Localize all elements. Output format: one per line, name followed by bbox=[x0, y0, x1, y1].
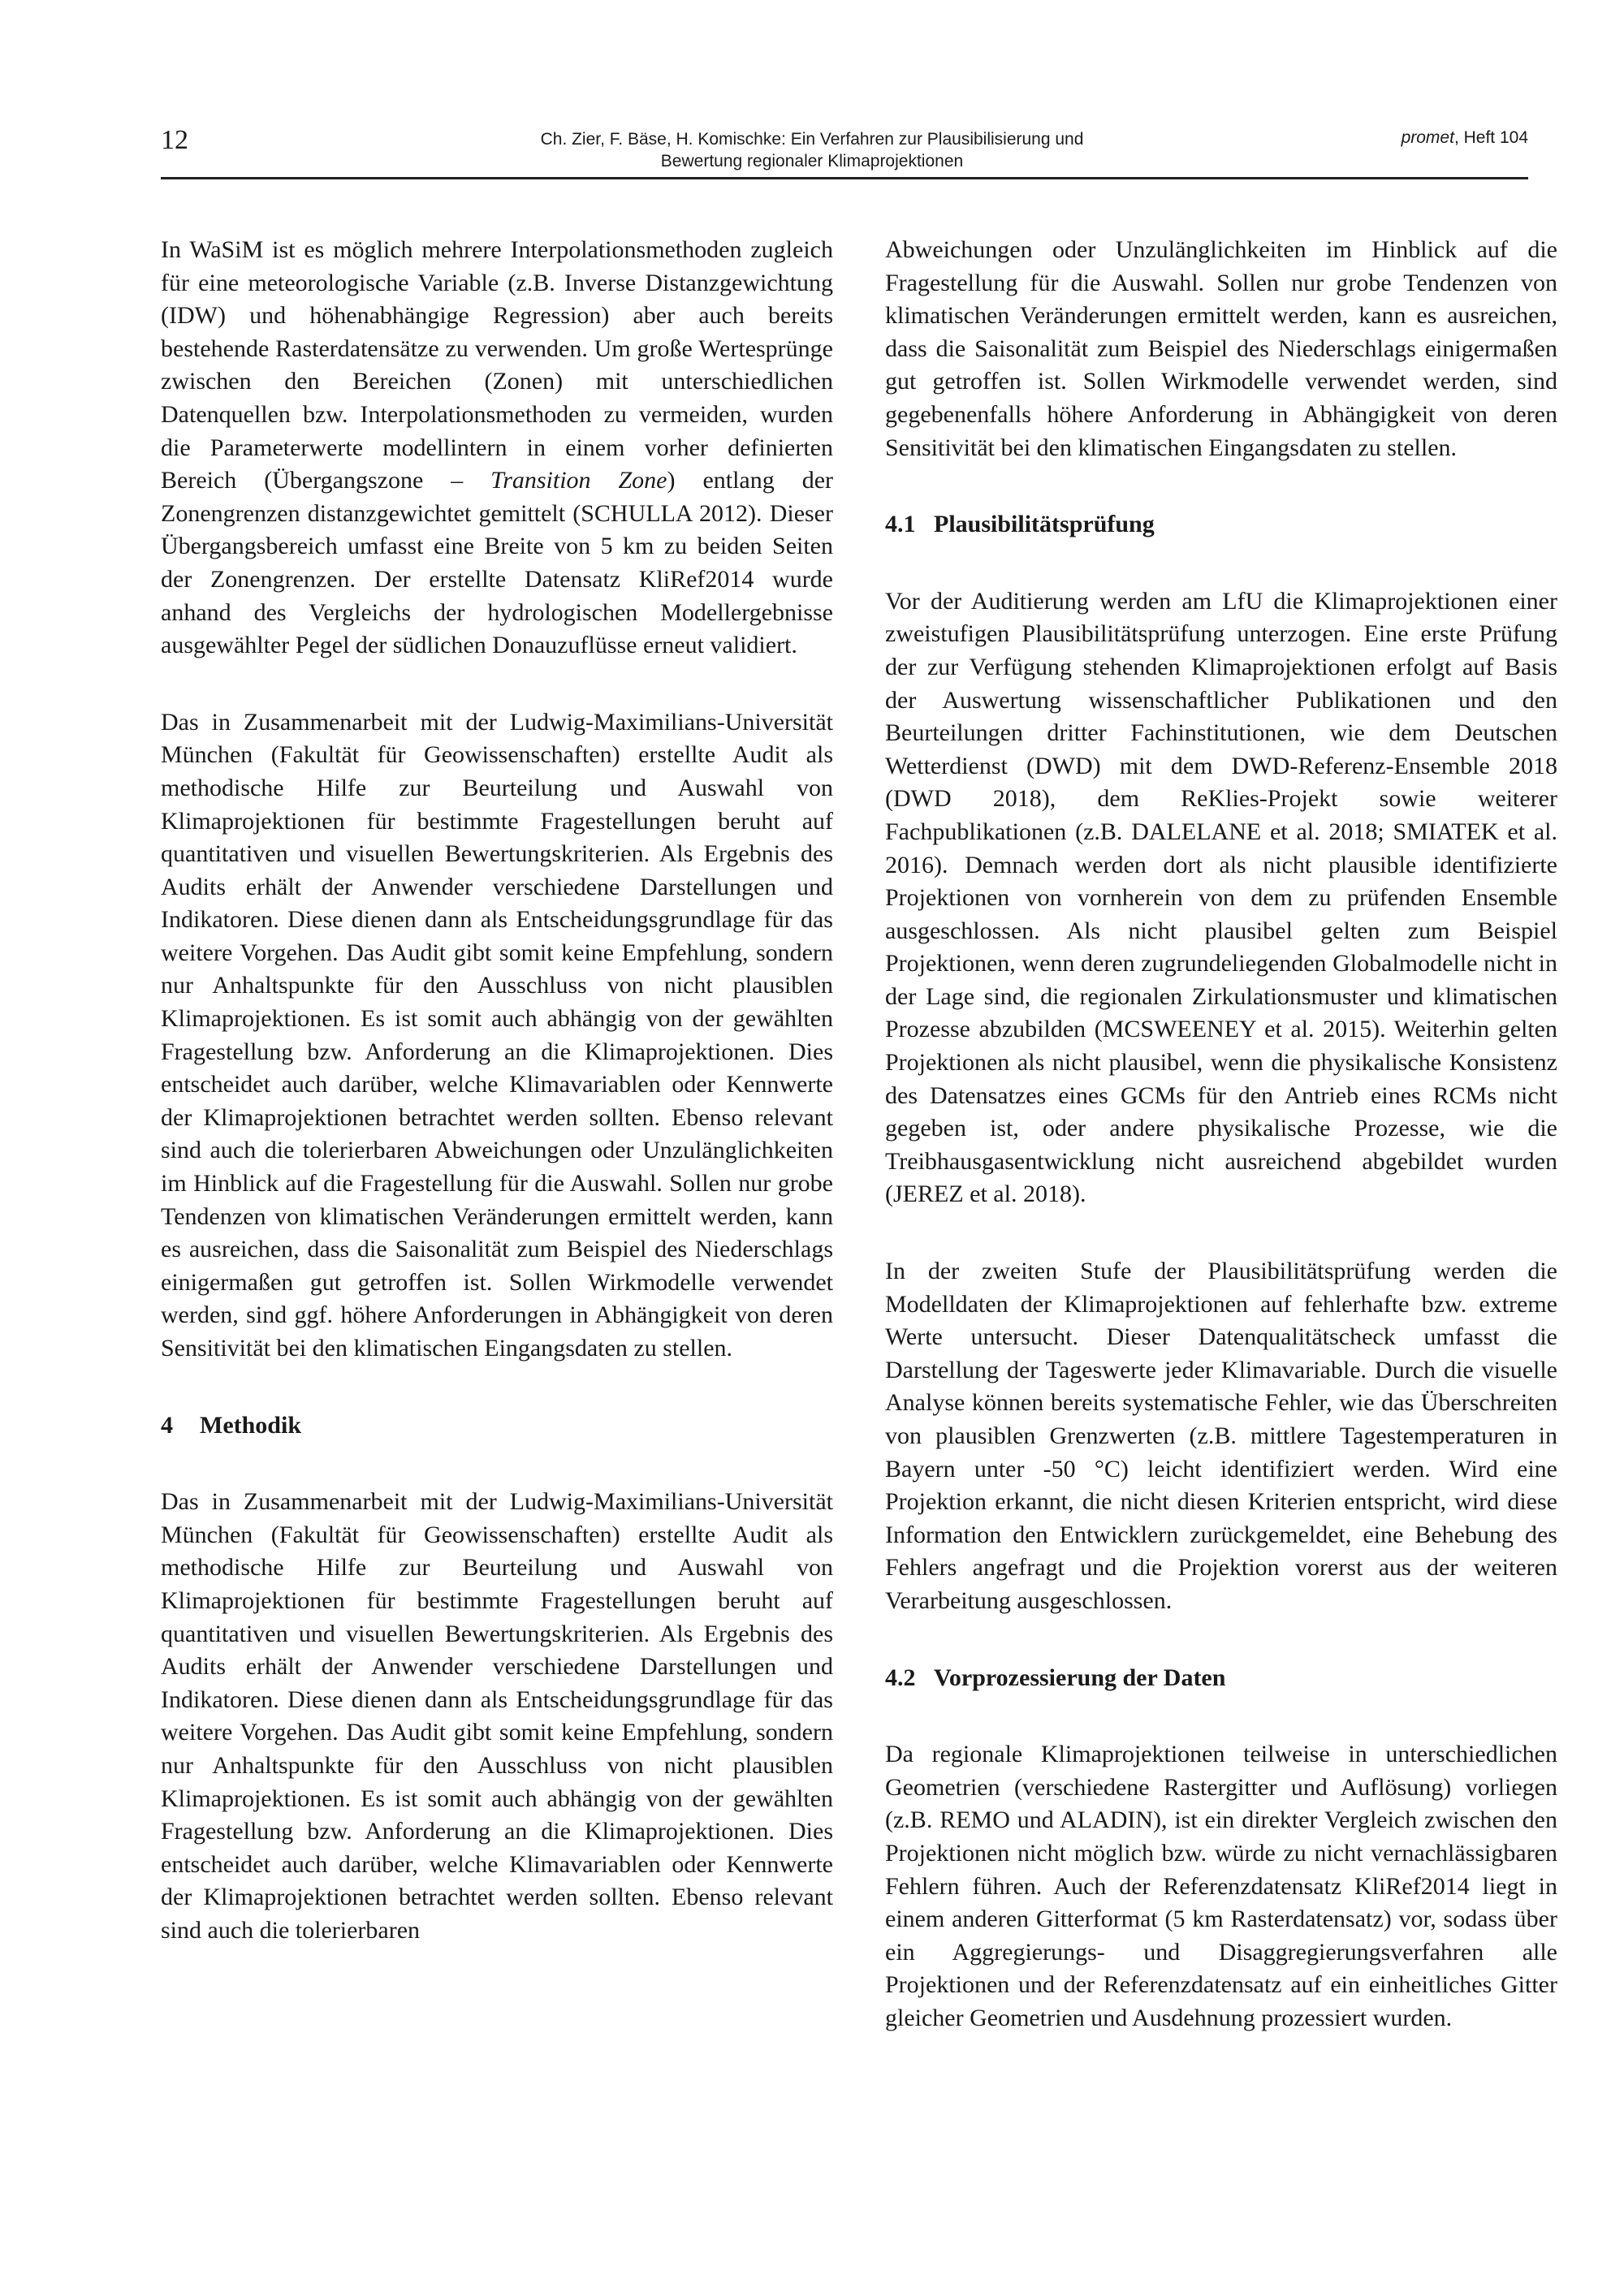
paragraph-text: In WaSiM ist es möglich mehrere Interpolationsmethoden zugleich für eine meteorologische Variable (z.B. Inverse Distanzgewichtung (IDW) und höhenabhängige Regression) aber auch bereits bestehende Rasterdatensätze zu verwenden. Um große Wertesprünge zwischen den Bereichen (Zonen) mit unterschiedlichen Datenquellen bzw. Interpolationsmethoden zu vermeiden, wurden die Parameterwerte modellintern in einem vorher definierten Bereich (Übergangszone – bbox=[161, 236, 833, 494]
paragraph: Das in Zusammenarbeit mit der Ludwig-Maximilians-Universität München (Fakultät für Geowissenschaften) erstellte Audit als methodische Hilfe zur Beurteilung und Auswahl von Klimaprojektionen für bestimmte Fragestellungen beruht auf quantitativen und visuellen Bewertungskriterien. Als Ergebnis des Audits erhält der Anwender verschiedene Darstellungen und Indikatoren. Diese dienen dann als Entscheidungsgrundlage für das weitere Vorgehen. Das Audit gibt somit keine Empfehlung, sondern nur Anhaltspunkte für den Ausschluss von nicht plausiblen Klimaprojektionen. Es ist somit auch abhängig von der gewählten Fragestellung bzw. Anforderung an die Klimaprojektionen. Dies entscheidet auch darüber, welche Klimavariablen oder Kennwerte der Klimaprojektionen betrachtet werden sollten. Ebenso relevant sind auch die tolerierbaren Abweichungen oder Unzulänglichkeiten im Hinblick auf die Fragestellung für die Auswahl. Sollen nur grobe Tendenzen von klimatischen Veränderungen ermittelt werden, kann es ausreichen, dass die Saisonalität zum Beispiel des Niederschlags einigermaßen gut getroffen ist. Sollen Wirkmodelle verwendet werden, sind ggf. höhere Anforderungen in Abhängigkeit von deren Sensitivität bei den klimatischen Eingangsdaten zu stellen. bbox=[161, 708, 833, 1362]
subsection-number: 4.1 bbox=[885, 511, 916, 538]
paragraph: Da regionale Klimaprojektionen teilweise in unterschiedlichen Geometrien (verschiedene Rastergitter und Auflösung) vorliegen (z.B. REMO und ALADIN), ist ein direkter Vergleich zwischen den Projektionen nicht möglich bzw. würde zu nicht vernachlässigbaren Fehlern führen. Auch der Referenzdatensatz KliRef2014 liegt in einem anderen Gitterformat (5 km Rasterdatensatz) vor, sodass über ein Aggregierungs- und Disaggregierungsverfahren alle Projektionen und der Referenzdatensatz auf ein einheitliches Gitter gleicher Geometrien und Ausdehnung prozessiert wurden. bbox=[885, 1741, 1557, 2031]
italic-term: Transition Zone bbox=[490, 467, 667, 494]
journal-label bbox=[1402, 128, 1528, 148]
journal-name: promet bbox=[1401, 128, 1454, 147]
paragraph: In der zweiten Stufe der Plausibilitätsprüfung werden die Modelldaten der Klimaprojektionen auf fehlerhafte bzw. extreme Werte untersucht. Dieser Datenqualitätscheck umfasst die Darstellung der Tageswerte jeder Klimavariable. Durch die visuelle Analyse können bereits systematische Fehler, wie das Überschreiten von plausiblen Grenzwerten (z.B. mittlere Tagestemperaturen in Bayern unter -50 °C) leicht identifiziert werden. Wird eine Projektion erkannt, die nicht diesen Kriterien entspricht, wird diese Information den Entwicklern zurückgemeldet, eine Behebung des Fehlers angefragt und die Projektion vorerst aus der weiteren Verarbeitung ausgeschlossen. bbox=[885, 1258, 1557, 1614]
subsection-heading bbox=[885, 508, 1557, 542]
page-number: 12 bbox=[161, 125, 188, 155]
paragraph: Abweichungen oder Unzulänglichkeiten im Hinblick auf die Fragestellung für die Auswahl. Sollen nur grobe Tendenzen von klimatischen Veränderungen ermittelt werden, kann es ausreichen, dass die Saisonalität zum Beispiel des Niederschlags einigermaßen gut getroffen ist. Sollen Wirkmodelle verwendet werden, sind gegebenenfalls höhere Anforderung in Abhängigkeit von deren Sensitivität bei den klimatischen Eingangsdaten zu stellen. bbox=[885, 236, 1557, 461]
header-rule bbox=[161, 177, 1528, 179]
paragraph-text: ) entlang der Zonengrenzen distanzgewichtet gemittelt (SCHULLA 2012). Dieser Übergangsbereich umfasst eine Breite von 5 km zu beiden Seiten der Zonengrenzen. Der erstellte Datensatz KliRef2014 wurde anhand des Vergleichs der hydrologischen Modellergebnisse ausgewählter Pegel der südlichen Donauzuflüsse erneut validiert. bbox=[161, 467, 834, 659]
running-head-line2: Bewertung regionaler Klimaprojektionen bbox=[660, 152, 964, 170]
running-head bbox=[503, 128, 1121, 172]
journal-issue: , Heft 104 bbox=[1453, 128, 1528, 147]
running-head-line1: Ch. Zier, F. Bäse, H. Komischke: Ein Verfahren zur Plausibilisierung und bbox=[540, 130, 1084, 149]
subsection-title: Plausibilitätsprüfung bbox=[934, 511, 1155, 538]
section-number: 4 bbox=[161, 1411, 173, 1439]
right-column bbox=[885, 234, 1557, 2079]
subsection-heading bbox=[885, 1662, 1557, 1695]
paragraph: Das in Zusammenarbeit mit der Ludwig-Maximilians-Universität München (Fakultät für Geowissenschaften) erstellte Audit als methodische Hilfe zur Beurteilung und Auswahl von Klimaprojektionen für bestimmte Fragestellungen beruht auf quantitativen und visuellen Bewertungskriterien. Als Ergebnis des Audits erhält der Anwender verschiedene Darstellungen und Indikatoren. Diese dienen dann als Entscheidungsgrundlage für das weitere Vorgehen. Das Audit gibt somit keine Empfehlung, sondern nur Anhaltspunkte für den Ausschluss von nicht plausiblen Klimaprojektionen. Es ist somit auch abhängig von der gewählten Fragestellung bzw. Anforderung an die Klimaprojektionen. Dies entscheidet auch darüber, welche Klimavariablen oder Kennwerte der Klimaprojektionen betrachtet werden sollten. Ebenso relevant sind auch die tolerierbaren bbox=[161, 1488, 833, 1944]
paragraph: Vor der Auditierung werden am LfU die Klimaprojektionen einer zweistufigen Plausibilitätsprüfung unterzogen. Eine erste Prüfung der zur Verfügung stehenden Klimaprojektionen erfolgt auf Basis der Auswertung wissenschaftlicher Publikationen und den Beurteilungen dritter Fachinstitutionen, wie dem Deutschen Wetterdienst (DWD) mit dem DWD-Referenz-Ensemble 2018 (DWD 2018), dem ReKlies-Projekt sowie weiterer Fachpublikationen (z.B. DALELANE et al. 2018; SMIATEK et al. 2016). Demnach werden dort als nicht plausible identifizierte Projektionen von vornherein von dem zu prüfenden Ensemble ausgeschlossen. Als nicht plausibel gelten zum Beispiel Projektionen, wenn deren zugrundeliegenden Globalmodelle nicht in der Lage sind, die regionalen Zirkulationsmuster und klimatischen Prozesse abzubilden (MCSWEENEY et al. 2015). Weiterhin gelten Projektionen als nicht plausibel, wenn die physikalische Konsistenz des Datensatzes eines GCMs für den Antrieb eines RCMs nicht gegeben ist, oder andere physikalische Prozesse, wie die Treibhausgasentwicklung nicht ausreichend abgebildet wurden (JEREZ et al. 2018). bbox=[885, 587, 1557, 1208]
left-column bbox=[161, 234, 833, 1992]
paragraph bbox=[161, 234, 833, 662]
section-heading bbox=[161, 1409, 833, 1443]
section-title: Methodik bbox=[200, 1411, 302, 1439]
subsection-title: Vorprozessierung der Daten bbox=[934, 1664, 1226, 1691]
subsection-number: 4.2 bbox=[885, 1664, 916, 1691]
